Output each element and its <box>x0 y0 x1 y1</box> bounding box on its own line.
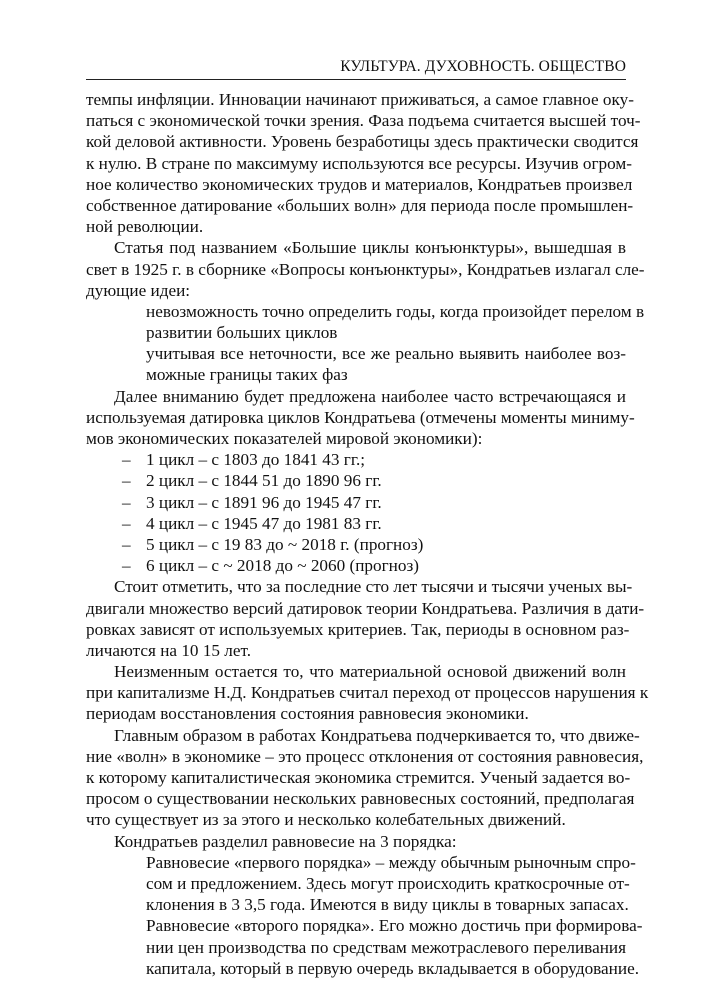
text-line: ровках зависят от используемых критериев. Так, периоды в основном раз- <box>86 619 630 639</box>
list-item-text: 2 цикл – с 1844 51 до 1890 96 гг. <box>146 471 382 491</box>
text-line: свет в 1925 г. в сборнике «Вопросы конъюнктуры», Кондратьев излагал сле- <box>86 259 645 279</box>
list-item <box>86 492 626 513</box>
text-line: личаются на 10 15 лет. <box>86 640 252 660</box>
page-body <box>86 89 649 979</box>
text-line: Главным образом в работах Кондратьева подчеркивается то, что движе- <box>114 725 640 745</box>
list-item-text: 6 цикл – с ~ 2018 до ~ 2060 (прогноз) <box>146 556 419 576</box>
indented-idea-line: нии цен производства по средствам межотраслевого переливания <box>146 937 626 957</box>
indented-idea-line: учитывая все неточности, все же реально выявить наиболее воз- <box>146 344 626 364</box>
text-line: двигали множество версий датировок теории Кондратьева. Различия в дати- <box>86 598 645 618</box>
list-item <box>86 513 626 534</box>
text-line: Далее вниманию будет предложена наиболее часто встречающаяся и <box>114 386 626 406</box>
list-dash: – <box>122 556 131 576</box>
text-line: мов экономических показателей мировой экономики): <box>86 429 483 448</box>
text-line: при капитализме Н.Д. Кондратьев считал переход от процессов нарушения к <box>86 683 649 703</box>
list-dash: – <box>122 513 131 533</box>
text-line: ное количество экономических трудов и материалов, Кондратьев произвел <box>86 174 633 194</box>
list-item <box>86 470 626 491</box>
text-line: периодам восстановления состояния равновесия экономики. <box>86 704 529 724</box>
indented-idea-line: невозможность точно определить годы, когда произойдет перелом в <box>146 301 645 321</box>
list-item <box>86 449 626 470</box>
indented-idea-line: сом и предложением. Здесь могут происходить краткосрочные от- <box>146 873 630 893</box>
text-line: к нулю. В стране по максимуму используются все ресурсы. Изучив огром- <box>86 153 632 173</box>
list-item-text: 1 цикл – с 1803 до 1841 43 гг.; <box>146 450 366 470</box>
list-dash: – <box>122 471 131 491</box>
indented-idea-line: развитии больших циклов <box>146 323 338 343</box>
list-item-text: 4 цикл – с 1945 47 до 1981 83 гг. <box>146 513 382 533</box>
text-line: ной революции. <box>86 217 204 237</box>
list-item-text: 5 цикл – с 19 83 до ~ 2018 г. (прогноз) <box>146 534 424 554</box>
indented-idea-line: Равновесие «второго порядка». Его можно достичь при формирова- <box>146 916 643 936</box>
indented-idea-line: можные границы таких фаз <box>146 365 348 385</box>
text-line: используемая датировка циклов Кондратьева (отмечены моменты миниму- <box>86 407 635 427</box>
text-line: паться с экономической точки зрения. Фаза подъема считается высшей точ- <box>86 111 641 131</box>
list-dash: – <box>122 492 131 512</box>
list-item <box>86 555 626 576</box>
text-line: просом о существовании нескольких равновесных состояний, предполагая <box>86 789 635 809</box>
text-line: дующие идеи: <box>86 280 191 300</box>
list-dash: – <box>122 534 131 554</box>
text-line: собственное датирование «больших волн» для периода после промышлен- <box>86 195 634 215</box>
text-line: темпы инфляции. Инновации начинают приживаться, а самое главное оку- <box>86 90 634 109</box>
text-line: Неизменным остается то, что материальной основой движений волн <box>114 662 626 682</box>
text-line: что существует из за этого и несколько колебательных движений. <box>86 810 566 830</box>
section-title: КУЛЬТУРА. ДУХОВНОСТЬ. ОБЩЕСТВО <box>340 58 626 75</box>
list-dash: – <box>122 450 131 470</box>
list-item-text: 3 цикл – с 1891 96 до 1945 47 гг. <box>146 492 382 512</box>
text-line: Статья под названием «Большие циклы конъюнктуры», вышедшая в <box>114 238 626 258</box>
indented-idea-line: Равновесие «первого порядка» – между обычным рыночным спро- <box>146 852 636 872</box>
running-header <box>86 57 626 80</box>
text-line: к которому капиталистическая экономика стремится. Ученый задается во- <box>86 768 631 787</box>
indented-idea-line: капитала, который в первую очередь вкладывается в оборудование. <box>146 958 639 978</box>
text-line: Стоит отметить, что за последние сто лет тысячи и тысячи ученых вы- <box>114 577 633 597</box>
text-line: ние «волн» в экономике – это процесс отклонения от состояния равновесия, <box>86 746 644 766</box>
text-line: Кондратьев разделил равновесие на 3 порядка: <box>114 831 457 851</box>
indented-idea-line: клонения в 3 3,5 года. Имеются в виду циклы в товарных запасах. <box>146 895 629 915</box>
text-line: кой деловой активности. Уровень безработицы здесь практически сводится <box>86 132 639 152</box>
list-item <box>86 534 626 555</box>
